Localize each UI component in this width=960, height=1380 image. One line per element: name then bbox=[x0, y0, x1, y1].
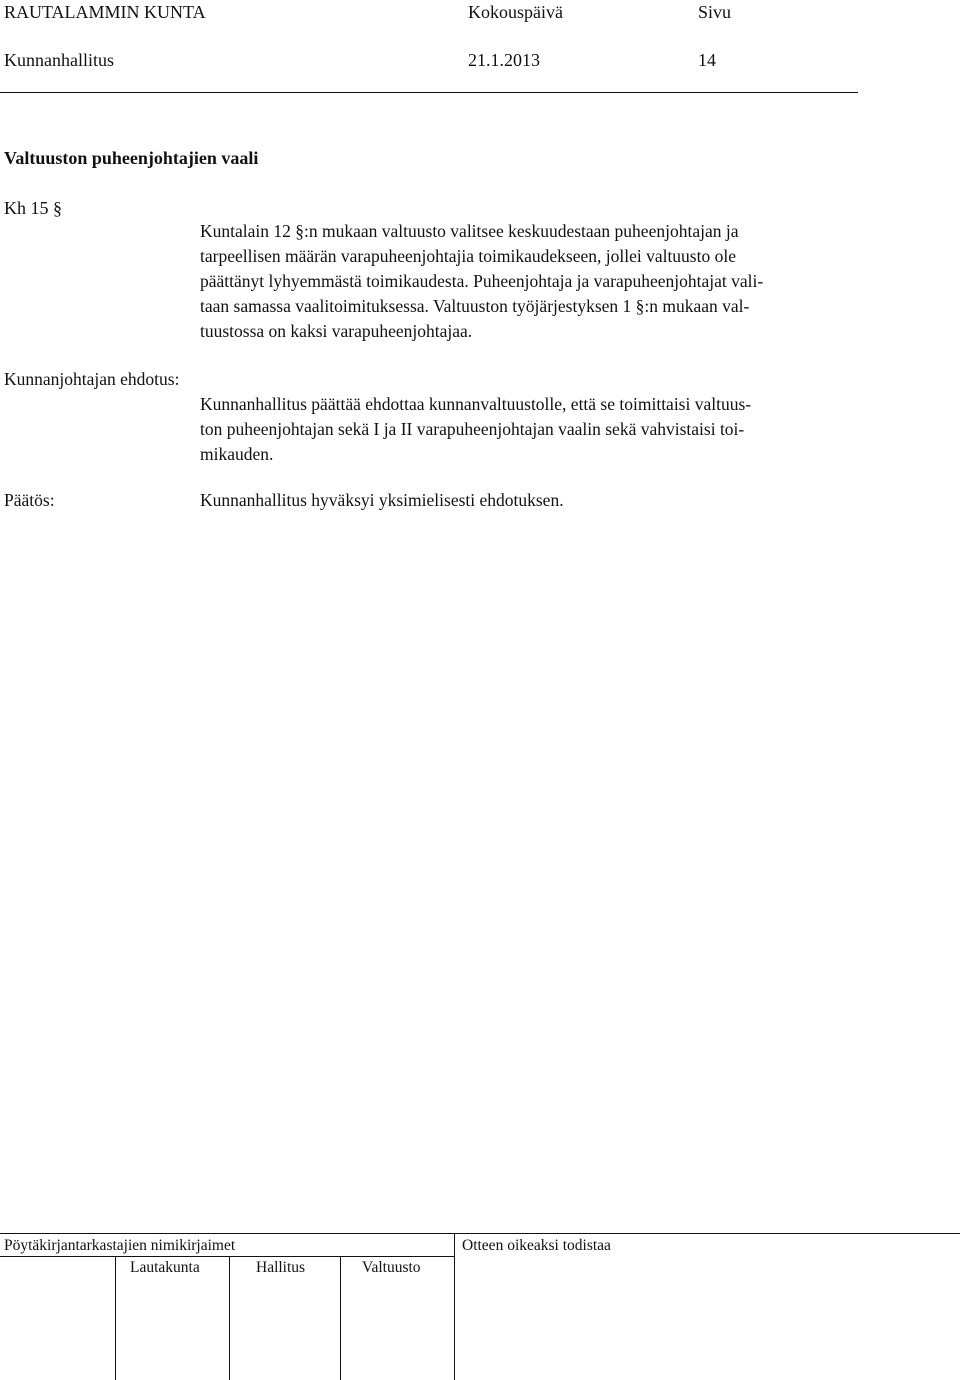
column-valtuusto: Valtuusto bbox=[362, 1259, 421, 1276]
header-rule bbox=[0, 92, 858, 93]
column-divider bbox=[115, 1256, 116, 1380]
initials-rule bbox=[0, 1256, 454, 1257]
column-divider bbox=[454, 1234, 455, 1380]
proposal-paragraph bbox=[200, 392, 751, 467]
intro-line: päättänyt lyhyemmästä toimikaudesta. Puheenjohtaja ja varapuheenjohtajat vali- bbox=[200, 271, 764, 291]
page-label: Sivu bbox=[698, 2, 732, 22]
org-name: RAUTALAMMIN KUNTA bbox=[4, 2, 206, 22]
column-divider bbox=[340, 1256, 341, 1380]
proposal-line: Kunnanhallitus päättää ehdottaa kunnanvaltuustolle, että se toimittaisi valtuus- bbox=[200, 394, 752, 414]
initials-label: Pöytäkirjantarkastajien nimikirjaimet bbox=[4, 1237, 236, 1254]
intro-paragraph bbox=[200, 219, 763, 344]
proposal-line: ton puheenjohtajan sekä I ja II varapuheenjohtajan vaalin sekä vahvistaisi toi- bbox=[200, 419, 745, 439]
decision-text: Kunnanhallitus hyväksyi yksimielisesti ehdotuksen. bbox=[200, 490, 564, 510]
proposal-label: Kunnanjohtajan ehdotus: bbox=[4, 369, 180, 389]
column-divider bbox=[229, 1256, 230, 1380]
decision-label: Päätös: bbox=[4, 490, 55, 510]
page-number: 14 bbox=[698, 50, 716, 70]
certified-label: Otteen oikeaksi todistaa bbox=[462, 1237, 611, 1254]
intro-line: tarpeellisen määrän varapuheenjohtajia toimikaudekseen, jollei valtuusto ole bbox=[200, 246, 736, 266]
meeting-date: 21.1.2013 bbox=[468, 50, 540, 70]
column-lautakunta: Lautakunta bbox=[130, 1259, 200, 1276]
meeting-date-label: Kokouspäivä bbox=[468, 2, 563, 22]
proposal-line: mikauden. bbox=[200, 444, 274, 464]
column-hallitus: Hallitus bbox=[256, 1259, 306, 1276]
footer-rule bbox=[0, 1233, 960, 1234]
body-name: Kunnanhallitus bbox=[4, 50, 114, 70]
intro-line: taan samassa vaalitoimituksessa. Valtuuston työjärjestyksen 1 §:n mukaan val- bbox=[200, 296, 750, 316]
intro-line: tuustossa on kaksi varapuheenjohtajaa. bbox=[200, 321, 473, 341]
intro-line: Kuntalain 12 §:n mukaan valtuusto valitsee keskuudestaan puheenjohtajan ja bbox=[200, 221, 739, 241]
section-title: Valtuuston puheenjohtajien vaali bbox=[4, 148, 259, 168]
section-number: Kh 15 § bbox=[4, 198, 62, 218]
